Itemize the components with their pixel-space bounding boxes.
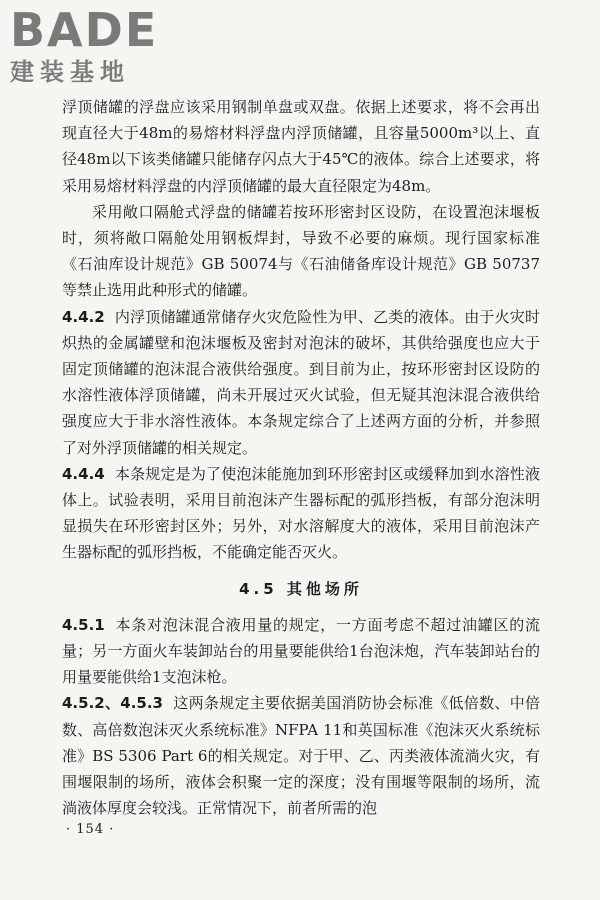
paragraph <box>62 94 540 199</box>
paragraph <box>62 199 540 304</box>
page-body <box>62 94 540 821</box>
clause-number: 4.5.1 <box>62 615 105 634</box>
logo-subtitle: 建装基地 <box>10 58 130 86</box>
clause-number: 4.4.4 <box>62 464 105 483</box>
clause-number: 4.4.2 <box>62 307 105 326</box>
clause-number: 4.5.2、4.5.3 <box>62 694 163 713</box>
clause-text: 本条对泡沫混合液用量的规定，一方面考虑不超过油罐区的流量；另一方面火车装卸站台的用量要能供给1台泡沫炮，汽车装卸站台的用量要能供给1支泡沫枪。 <box>62 615 540 687</box>
logo-wordmark: BADE <box>10 3 159 57</box>
clause <box>62 461 540 566</box>
section-heading: 4.5 其他场所 <box>239 579 363 598</box>
clause-text: 这两条规定主要依据美国消防协会标准《低倍数、中倍数、高倍数泡沫灭火系统标准》NFPA 11和英国标准《泡沫灭火系统标准》BS 5306 Part 6的相关规定。对于甲、乙、丙类液体流淌火灾，有围堰限制的场所，液体会积聚一定的深度；没有围堰等限制的场所，流淌液体厚度会较浅。正常情况下，前者所需的泡 <box>62 694 540 818</box>
paragraph-text: 采用敞口隔舱式浮盘的储罐若按环形密封区设防，在设置泡沫堰板时，须将敞口隔舱处用钢板焊封，导致不必要的麻烦。现行国家标准《石油库设计规范》GB 50074与《石油储备库设计规范》GB 50737等禁止选用此种形式的储罐。 <box>62 202 540 300</box>
clause <box>62 690 540 821</box>
clause-text: 内浮顶储罐通常储存火灾危险性为甲、乙类的液体。由于火灾时炽热的金属罐壁和泡沫堰板及密封对泡沫的破坏，其供给强度也应大于固定顶储罐的泡沫混合液供给强度。到目前为止，按环形密封区设防的水溶性液体浮顶储罐，尚未开展过灭火试验，但无疑其泡沫混合液供给强度应大于非水溶性液体。本条规定综合了上述两方面的分析，并参照了对外浮顶储罐的相关规定。 <box>62 307 540 457</box>
clause <box>62 304 540 461</box>
clause-text: 本条规定是为了使泡沫能施加到环形密封区或缓释加到水溶性液体上。试验表明，采用目前泡沫产生器标配的弧形挡板，有部分泡沫明显损失在环形密封区外；另外，对水溶解度大的液体，采用目前泡沫产生器标配的弧形挡板，不能确定能否灭火。 <box>62 464 540 562</box>
paragraph-text: 浮顶储罐的浮盘应该采用钢制单盘或双盘。依据上述要求，将不会再出现直径大于48m的易熔材料浮盘内浮顶储罐，且容量5000m³以上、直径48m以下该类储罐只能储存闪点大于45℃的液体。综合上述要求，将采用易熔材料浮盘的内浮顶储罐的最大直径限定为48m。 <box>62 98 540 195</box>
clause <box>62 612 540 691</box>
logo <box>8 4 188 90</box>
page-number: · 154 · <box>66 822 115 837</box>
